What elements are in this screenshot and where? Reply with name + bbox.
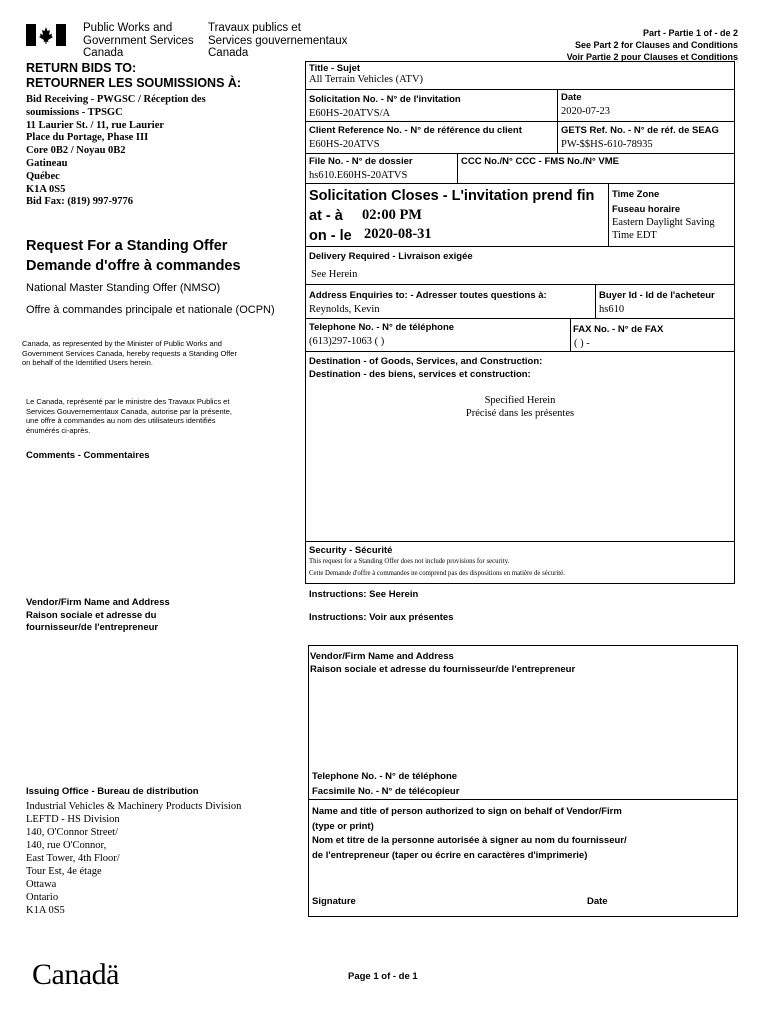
timezone-label-1: Time Zone (612, 189, 660, 200)
title-label: Title - Sujet (309, 63, 361, 74)
fax-label: FAX No. - N° de FAX (573, 324, 664, 335)
vendor-label-line: fournisseur/de l'entrepreneur (26, 622, 159, 633)
divider (305, 183, 735, 184)
divider (305, 121, 735, 122)
issuing-line: Ontario (26, 892, 59, 903)
issuing-line: 140, O'Connor Street/ (26, 827, 119, 838)
dept-fr-line: Canada (208, 47, 249, 59)
issuing-line: Industrial Vehicles & Machinery Products Division (26, 801, 242, 812)
address-line: Bid Receiving - PWGSC / Réception des (26, 94, 206, 105)
divider (305, 153, 735, 154)
divider (305, 351, 735, 352)
page-number: Page 1 of - de 1 (348, 971, 418, 982)
timezone-label-2: Fuseau horaire (612, 204, 681, 215)
file-label: File No. - N° de dossier (309, 156, 413, 167)
signature-date-label: Date (587, 896, 608, 907)
see-part-en: See Part 2 for Clauses and Conditions (574, 40, 738, 50)
nmso-en: National Master Standing Offer (NMSO) (26, 282, 221, 294)
request-title-en: Request For a Standing Offer (26, 238, 228, 254)
title-value: All Terrain Vehicles (ATV) (309, 74, 424, 85)
security-label: Security - Sécurité (309, 545, 393, 556)
client-ref-value: E60HS-20ATVS (309, 139, 380, 150)
date-value: 2020-07-23 (561, 106, 610, 117)
solicitation-label: Solicitation No. - N° de l'invitation (309, 94, 461, 105)
date-label: Date (561, 92, 582, 103)
issuing-line: K1A 0S5 (26, 905, 65, 916)
file-value: hs610.E60HS-20ATVS (309, 170, 408, 181)
return-bids-title (26, 61, 241, 90)
vendor-phone-label: Telephone No. - N° de téléphone (312, 771, 458, 782)
timezone-value-1: Eastern Daylight Saving (612, 217, 715, 228)
delivery-value: See Herein (311, 269, 358, 280)
divider (608, 183, 609, 246)
divider (305, 284, 735, 285)
divider (305, 89, 735, 90)
paragraph-line: une offre à commandes au nom des utilisateurs identifiés (26, 416, 216, 425)
issuing-office-title: Issuing Office - Bureau de distribution (26, 786, 199, 797)
closes-title: Solicitation Closes - L'invitation prend fin (309, 188, 595, 204)
address-line: Place du Portage, Phase III (26, 132, 149, 144)
closes-on-label: on - le (309, 228, 352, 244)
paragraph-line: Government Services Canada, hereby requests a Standing Offer (22, 348, 237, 358)
instructions-fr: Instructions: Voir aux présentes (309, 612, 454, 623)
address-line: 11 Laurier St. / 11, rue Laurier (26, 119, 165, 131)
part-number: Part - Partie 1 of - de 2 (642, 28, 738, 38)
part-indicator (567, 27, 738, 62)
destination-value-fr: Précisé dans les présentes (465, 408, 575, 419)
ccc-label: CCC No./N° CCC - FMS No./N° VME (461, 156, 620, 167)
closes-at-label: at - à (309, 208, 343, 224)
client-ref-label: Client Reference No. - N° de référence du client (309, 125, 522, 136)
nmso-fr: Offre à commandes principale et nationale (OCPN) (26, 304, 275, 316)
request-title-fr: Demande d'offre à commandes (26, 258, 241, 274)
auth-line: Nom et titre de la personne autorisée à signer au nom du fournisseur/ (312, 835, 627, 846)
divider (305, 318, 735, 319)
address-line: Core 0B2 / Noyau 0B2 (26, 145, 126, 157)
gets-value: PW-$$HS-610-78935 (561, 139, 653, 150)
vendor-label-line: Vendor/Firm Name and Address (26, 597, 170, 608)
request-title (26, 236, 241, 276)
paragraph-line: énumérés ci-après. (26, 425, 91, 435)
comments-label: Comments - Commentaires (26, 450, 150, 461)
return-bids-en: RETURN BIDS TO: (26, 61, 137, 75)
dept-fr-line: Services gouvernementaux (208, 34, 348, 47)
buyer-value: hs610 (599, 304, 625, 315)
auth-line: de l'entrepreneur (taper ou écrire en caractères d'imprimerie) (312, 849, 588, 861)
dept-en-line: Public Works and (83, 22, 173, 34)
issuing-line: LEFTD - HS Division (26, 814, 120, 825)
issuing-line: Tour Est, 4e étage (26, 866, 102, 877)
dept-fr-line: Travaux publics et (208, 22, 301, 34)
address-line: K1A 0S5 (26, 183, 66, 195)
issuing-line: Ottawa (26, 879, 57, 890)
solicitation-value: E60HS-20ATVS/A (309, 108, 391, 119)
divider (308, 799, 738, 800)
gets-label: GETS Ref. No. - N° de réf. de SEAG (561, 125, 719, 136)
dept-en-line: Government Services (83, 34, 194, 47)
vendor-left-label (26, 597, 170, 635)
department-name-en (83, 22, 194, 60)
phone-label: Telephone No. - N° de téléphone (309, 322, 455, 333)
fax-value: ( ) - (574, 338, 590, 349)
enquiries-value: Reynolds, Kevin (309, 304, 380, 315)
closes-time: 02:00 PM (362, 207, 422, 223)
bid-fax: Bid Fax: (819) 997-9776 (26, 196, 134, 208)
vendor-box-title-fr: Raison sociale et adresse du fournisseur/de l'entrepreneur (310, 664, 576, 675)
vendor-fax-label: Facsimile No. - N° de télécopieur (312, 786, 460, 797)
request-paragraph-en (22, 339, 237, 368)
buyer-label: Buyer Id - Id de l'acheteur (599, 290, 715, 301)
closes-date: 2020-08-31 (364, 226, 432, 242)
address-line: Québec (26, 170, 60, 182)
timezone-value-2: Time EDT (612, 230, 657, 241)
dept-en-line: Canada (83, 47, 124, 59)
paragraph-line: Services Gouvernementaux Canada, autorise par la présente, (26, 406, 232, 416)
issuing-line: East Tower, 4th Floor/ (26, 853, 120, 864)
issuing-office-address (26, 800, 241, 917)
divider (457, 153, 458, 183)
signature-label: Signature (312, 896, 356, 907)
phone-value: (613)297-1063 ( ) (309, 336, 385, 347)
destination-label-fr: Destination - des biens, services et construction: (309, 369, 531, 380)
issuing-line: 140, rue O'Connor, (26, 840, 107, 851)
security-text-en: This request for a Standing Offer does not include provisions for security. (309, 558, 510, 565)
divider (595, 284, 596, 318)
auth-line: Name and title of person authorized to sign on behalf of Vendor/Firm (312, 806, 622, 817)
paragraph-line: Le Canada, représenté par le ministre des Travaux Publics et (26, 397, 230, 406)
department-name-fr (208, 22, 347, 60)
authorized-person-label (312, 805, 627, 863)
address-line: soumissions - TPSGC (26, 106, 123, 118)
security-text-fr: Cette Demande d'offre à commandes ne comprend pas des dispositions en matière de sécurité. (309, 570, 565, 577)
destination-label-en: Destination - of Goods, Services, and Construction: (309, 356, 543, 367)
paragraph-line: Canada, as represented by the Minister of Public Works and (22, 339, 222, 348)
return-bids-address (26, 94, 206, 209)
address-line: Gatineau (26, 157, 68, 169)
enquiries-label: Address Enquiries to: - Adresser toutes questions à: (309, 290, 547, 301)
see-part-fr: Voir Partie 2 pour Clauses et Conditions (566, 52, 738, 62)
auth-line: (type or print) (312, 820, 374, 832)
paragraph-line: on behalf of the Identified Users herein. (22, 358, 153, 367)
request-paragraph-fr (26, 397, 232, 435)
divider (570, 318, 571, 351)
return-bids-fr: RETOURNER LES SOUMISSIONS À: (26, 75, 242, 90)
divider (305, 246, 735, 247)
vendor-box-title-en: Vendor/Firm Name and Address (310, 651, 454, 662)
vendor-label-line: Raison sociale et adresse du (26, 609, 157, 621)
instructions-en: Instructions: See Herein (309, 589, 419, 600)
canada-flag-icon (26, 24, 66, 46)
delivery-label: Delivery Required - Livraison exigée (309, 251, 473, 262)
canada-wordmark: Canadä (32, 958, 119, 991)
destination-value-en: Specified Herein (484, 395, 556, 406)
divider (305, 541, 735, 542)
